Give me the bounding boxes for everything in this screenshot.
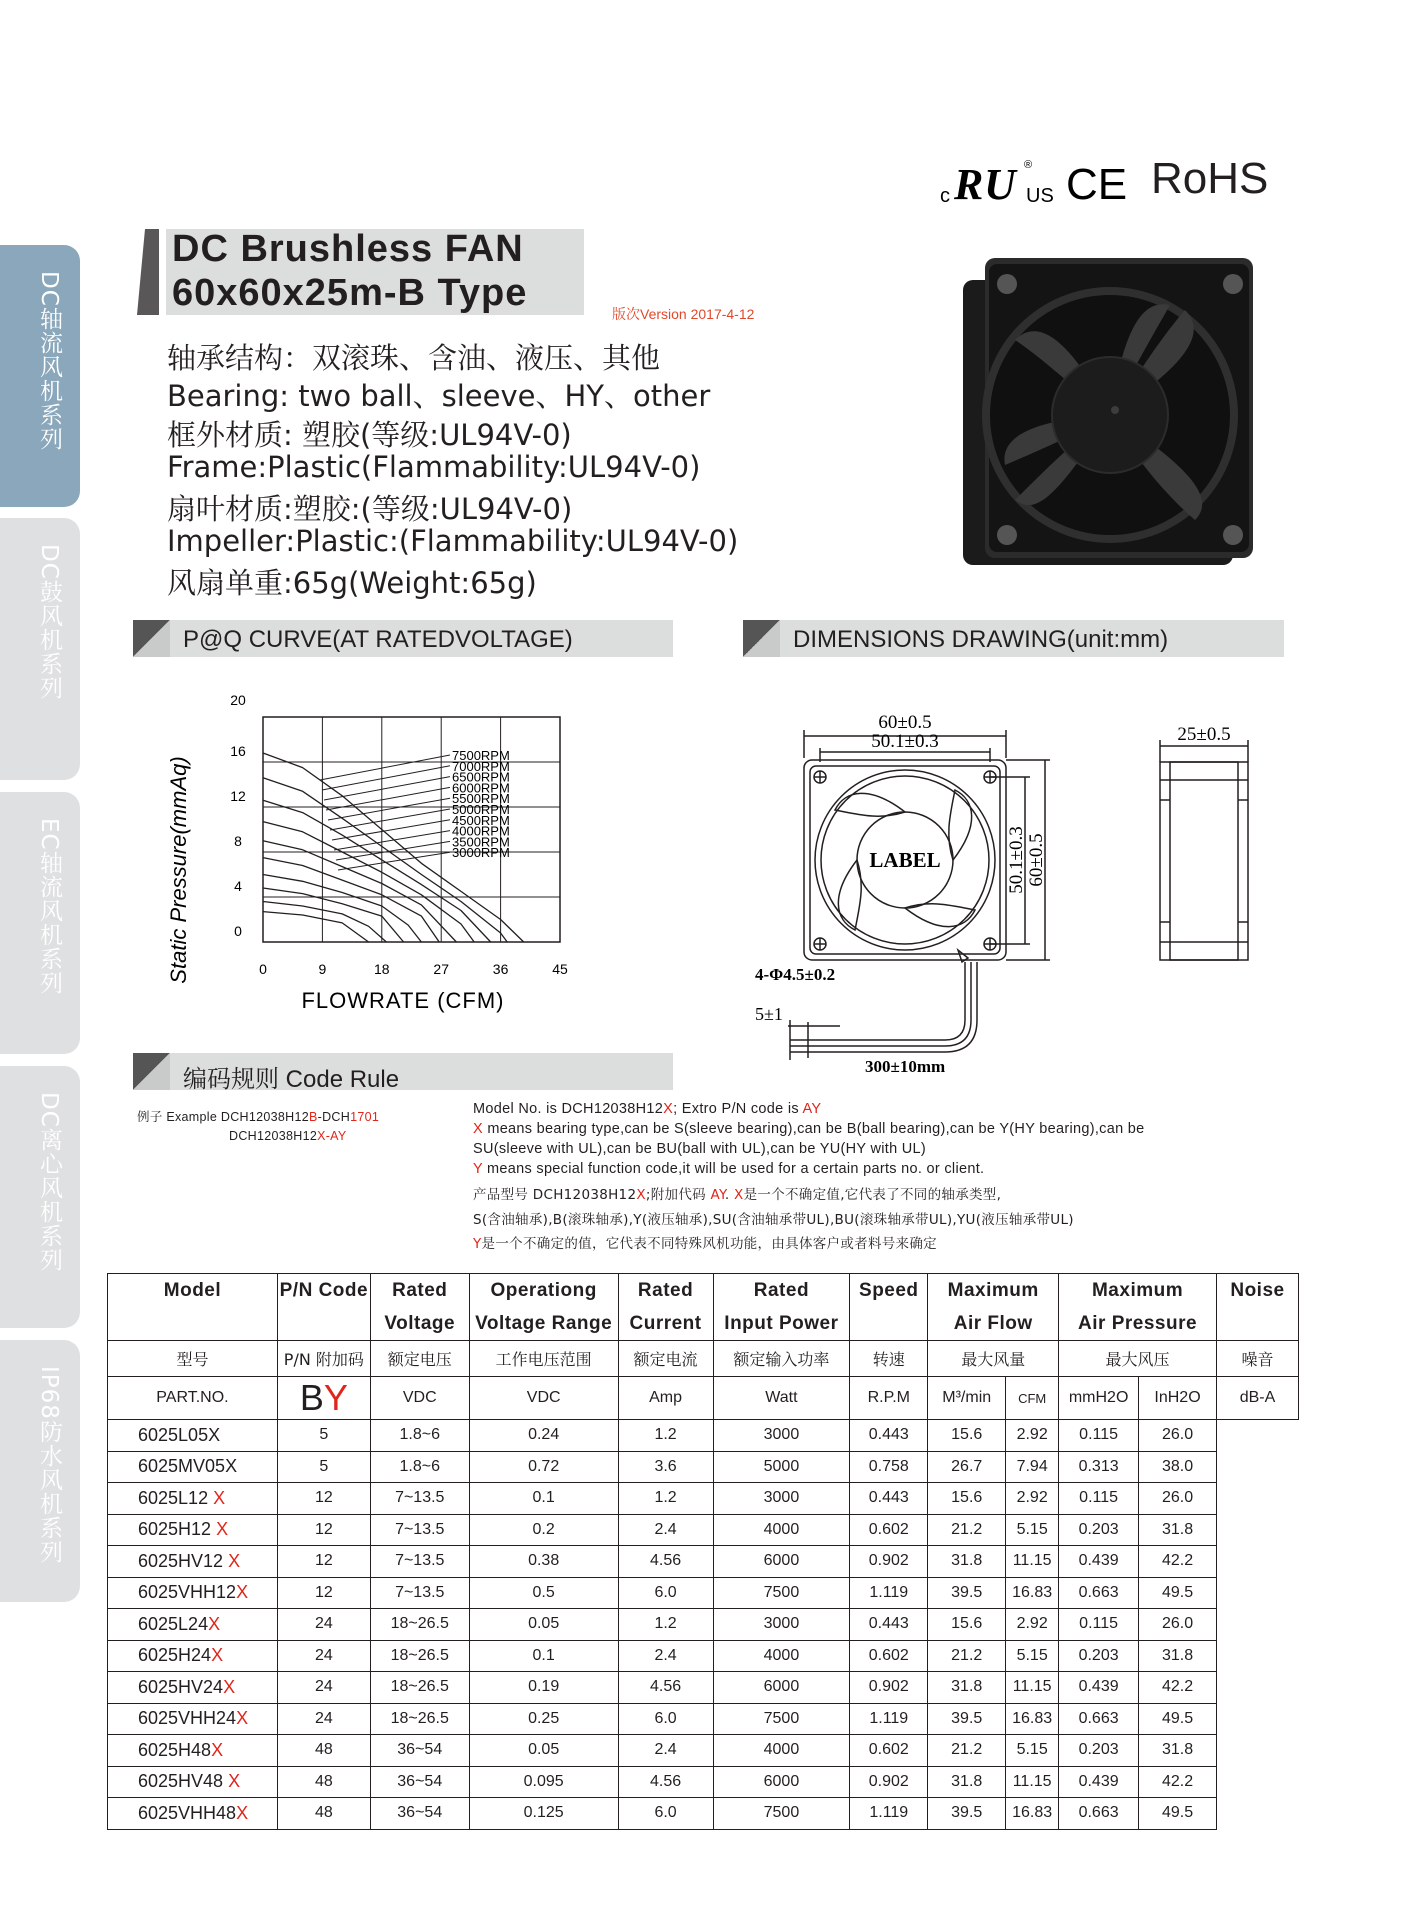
section-dimensions [743, 620, 1284, 657]
legend-label: 3500RPM [452, 834, 510, 850]
svg-text:c: c [940, 185, 950, 207]
y-tick-label: 8 [234, 833, 242, 849]
cell-db: 49.5 [1139, 1703, 1217, 1735]
section-pq-curve [133, 620, 673, 657]
cell-amp: 0.5 [469, 1577, 618, 1609]
cell-cfm: 15.6 [928, 1420, 1006, 1452]
cell-rpm: 4000 [713, 1640, 850, 1672]
model-cell: 6025HV12 X [108, 1546, 278, 1578]
cell-db: 31.8 [1139, 1735, 1217, 1767]
code-rule-line: Y是一个不确定的值，它代表不同特殊风机功能，由具体客户或者料号来确定 [473, 1236, 937, 1252]
cell-cfm: 31.8 [928, 1546, 1006, 1578]
cell-mmh2o: 2.92 [1006, 1609, 1059, 1641]
cell-rpm: 3000 [713, 1483, 850, 1515]
cell-amp: 0.125 [469, 1798, 618, 1830]
spec-table [107, 1273, 1299, 1830]
cell-range: 18~26.5 [370, 1703, 469, 1735]
dim-outer-height: 60±0.5 [1026, 833, 1047, 887]
cell-watt: 2.4 [618, 1735, 713, 1767]
cell-v: 5 [277, 1420, 370, 1452]
cell-db: 31.8 [1139, 1514, 1217, 1546]
chart-grid [263, 717, 560, 942]
model-cell: 6025HV48 X [108, 1766, 278, 1798]
dimensions-drawing [740, 700, 1270, 1080]
cell-watt: 4.56 [618, 1672, 713, 1704]
model-cell: 6025VHH48X [108, 1798, 278, 1830]
cell-rpm: 6000 [713, 1766, 850, 1798]
side-tab-label: IP68防水风机系列 [36, 1366, 62, 1564]
series-line [263, 875, 421, 943]
cell-watt: 3.6 [618, 1451, 713, 1483]
legend-leader [322, 766, 450, 790]
section-code-rule [133, 1053, 673, 1093]
cell-m3: 0.443 [850, 1609, 928, 1641]
side-tab-label: DC离心风机系列 [36, 1092, 62, 1272]
cell-cfm: 26.7 [928, 1451, 1006, 1483]
side-tab-label: DC轴流风机系列 [36, 271, 62, 451]
cell-range: 18~26.5 [370, 1609, 469, 1641]
cell-inh2o: 0.663 [1059, 1703, 1139, 1735]
cell-watt: 6.0 [618, 1798, 713, 1830]
cell-amp: 0.1 [469, 1640, 618, 1672]
side-tab-dc-centrifugal[interactable] [0, 1066, 80, 1328]
cell-v: 24 [277, 1672, 370, 1704]
code-rule-line: SU(sleeve with UL),can be BU(ball with UL),can be YU(HY with UL) [473, 1141, 927, 1157]
cell-range: 7~13.5 [370, 1514, 469, 1546]
dim-lead-strip: 5±1 [755, 1004, 783, 1024]
table-row [108, 1798, 1299, 1830]
model-cell: 6025H12 X [108, 1514, 278, 1546]
table-row [108, 1420, 1299, 1452]
cell-watt: 2.4 [618, 1640, 713, 1672]
product-title-line2: 60x60x25m-B Type [172, 272, 528, 314]
section-title: 编码规则 Code Rule [183, 1066, 400, 1093]
dim-outer-width: 60±0.5 [878, 712, 932, 733]
x-tick-label: 36 [492, 961, 509, 977]
cell-v: 48 [277, 1766, 370, 1798]
model-cell: 6025L12 X [108, 1483, 278, 1515]
spec-line: 轴承结构：双滚珠、含油、液压、其他 [167, 341, 661, 375]
cell-db: 49.5 [1139, 1577, 1217, 1609]
th-input-power: Rated Input Power [713, 1274, 850, 1341]
cell-db: 26.0 [1139, 1483, 1217, 1515]
code-rule-line: Model No. is DCH12038H12X; Extro P/N code is AY [473, 1101, 822, 1117]
cell-amp: 0.24 [469, 1420, 618, 1452]
legend-label: 6000RPM [452, 780, 510, 796]
title-mark [137, 229, 159, 315]
cell-m3: 0.902 [850, 1546, 928, 1578]
y-axis-label: Static Pressure(mmAq) [166, 756, 191, 984]
cell-mmh2o: 5.15 [1006, 1735, 1059, 1767]
table-row [108, 1451, 1299, 1483]
legend-leader [324, 777, 450, 800]
table-row [108, 1514, 1299, 1546]
cell-range: 18~26.5 [370, 1672, 469, 1704]
dim-thickness: 25±0.5 [1177, 724, 1231, 745]
cell-inh2o: 0.313 [1059, 1451, 1139, 1483]
section-title: DIMENSIONS DRAWING(unit:mm) [793, 626, 1169, 653]
cell-rpm: 3000 [713, 1420, 850, 1452]
cell-cfm: 31.8 [928, 1766, 1006, 1798]
cell-db: 42.2 [1139, 1546, 1217, 1578]
spec-line: 框外材质: 塑胶(等级:UL94V-0) [167, 418, 572, 452]
cell-watt: 6.0 [618, 1577, 713, 1609]
series-line [263, 822, 474, 942]
cell-range: 36~54 [370, 1766, 469, 1798]
y-ticks [230, 692, 246, 939]
dim-label: LABEL [869, 848, 941, 872]
model-cell: 6025HV24X [108, 1672, 278, 1704]
cn-header-row: 型号 P/N 附加码 额定电压 工作电压范围 额定电流 额定输入功率 转速 最大风量 最大风压 噪音 [108, 1341, 1299, 1377]
table-row [108, 1766, 1299, 1798]
side-tab-dc-blower[interactable] [0, 518, 80, 780]
legend-label: 4500RPM [452, 812, 510, 828]
cell-cfm: 15.6 [928, 1609, 1006, 1641]
dim-holes: 4-Φ4.5±0.2 [755, 965, 836, 984]
spec-line: 风扇单重:65g(Weight:65g) [167, 566, 537, 600]
legend-label: 5500RPM [452, 791, 510, 807]
cell-amp: 0.38 [469, 1546, 618, 1578]
spec-line: Bearing: two ball、sleeve、HY、other [167, 379, 711, 413]
cell-db: 26.0 [1139, 1609, 1217, 1641]
model-cell: 6025MV05X [108, 1451, 278, 1483]
model-cell: 6025VHH12X [108, 1577, 278, 1609]
table-row [108, 1609, 1299, 1641]
legend-label: 7500RPM [452, 748, 510, 763]
cell-m3: 0.602 [850, 1640, 928, 1672]
cell-watt: 2.4 [618, 1514, 713, 1546]
cell-inh2o: 0.115 [1059, 1609, 1139, 1641]
cell-inh2o: 0.115 [1059, 1483, 1139, 1515]
version-text: 版次Version 2017-4-12 [612, 306, 755, 322]
cell-v: 24 [277, 1703, 370, 1735]
cell-watt: 4.56 [618, 1546, 713, 1578]
cell-m3: 0.443 [850, 1420, 928, 1452]
th-pn-code: P/N Code [277, 1274, 370, 1341]
fan-photo [945, 250, 1255, 580]
cell-mmh2o: 11.15 [1006, 1766, 1059, 1798]
cell-m3: 1.119 [850, 1577, 928, 1609]
y-tick-label: 4 [234, 878, 242, 894]
table-row [108, 1703, 1299, 1735]
code-rule-line: S(含油轴承),B(滚珠轴承),Y(液压轴承),SU(含油轴承带UL),BU(滚珠轴承带UL),YU(液压轴承带UL) [473, 1212, 1074, 1228]
cell-mmh2o: 11.15 [1006, 1672, 1059, 1704]
cell-inh2o: 0.663 [1059, 1798, 1139, 1830]
x-axis-label: FLOWRATE (CFM) [301, 988, 505, 1013]
cell-rpm: 4000 [713, 1514, 850, 1546]
cell-watt: 1.2 [618, 1609, 713, 1641]
cell-m3: 0.758 [850, 1451, 928, 1483]
cell-watt: 6.0 [618, 1703, 713, 1735]
spec-line: Frame:Plastic(Flammability:UL94V-0) [167, 450, 701, 484]
side-tab-label: EC轴流风机系列 [36, 818, 62, 995]
model-cell: 6025L05X [108, 1420, 278, 1452]
svg-text:R: R [954, 160, 984, 209]
cell-watt: 1.2 [618, 1483, 713, 1515]
legend-leader [330, 809, 450, 830]
cell-range: 36~54 [370, 1735, 469, 1767]
cell-cfm: 39.5 [928, 1798, 1006, 1830]
model-cell: 6025VHH24X [108, 1703, 278, 1735]
cell-amp: 0.05 [469, 1609, 618, 1641]
cell-inh2o: 0.203 [1059, 1735, 1139, 1767]
cell-mmh2o: 11.15 [1006, 1546, 1059, 1578]
cell-mmh2o: 2.92 [1006, 1420, 1059, 1452]
code-rule-line: Y means special function code,it will be used for a certain parts no. or client. [473, 1161, 985, 1177]
cell-inh2o: 0.203 [1059, 1514, 1139, 1546]
pn-code-cell: BY [277, 1377, 370, 1420]
spec-line: Impeller:Plastic:(Flammability:UL94V-0) [167, 524, 739, 558]
th-noise: Noise [1216, 1274, 1298, 1341]
cell-amp: 0.25 [469, 1703, 618, 1735]
series-line [263, 902, 386, 943]
model-cell: 6025H48X [108, 1735, 278, 1767]
cell-inh2o: 0.203 [1059, 1640, 1139, 1672]
cell-range: 7~13.5 [370, 1577, 469, 1609]
code-rule-line: 产品型号 DCH12038H12X;附加代码 AY. X是一个不确定值,它代表了不同的轴承类型, [473, 1187, 1002, 1203]
cell-db: 42.2 [1139, 1672, 1217, 1704]
cell-rpm: 3000 [713, 1609, 850, 1641]
cell-mmh2o: 2.92 [1006, 1483, 1059, 1515]
cell-watt: 1.2 [618, 1420, 713, 1452]
cell-inh2o: 0.439 [1059, 1672, 1139, 1704]
cell-rpm: 7500 [713, 1798, 850, 1830]
series-line [263, 912, 369, 942]
x-tick-label: 45 [552, 961, 568, 977]
th-air-pressure: Maximum Air Pressure [1059, 1274, 1217, 1341]
cell-m3: 0.902 [850, 1672, 928, 1704]
cell-db: 26.0 [1139, 1420, 1217, 1452]
cell-v: 48 [277, 1735, 370, 1767]
cell-amp: 0.1 [469, 1483, 618, 1515]
svg-text:®: ® [1024, 159, 1033, 171]
legend-leader [328, 798, 450, 820]
cell-rpm: 6000 [713, 1546, 850, 1578]
side-tab-ip68[interactable] [0, 1340, 80, 1602]
header-row [108, 1274, 1299, 1341]
cell-rpm: 4000 [713, 1735, 850, 1767]
cell-v: 12 [277, 1483, 370, 1515]
th-model: Model [108, 1274, 278, 1341]
cell-rpm: 6000 [713, 1672, 850, 1704]
dim-hole-height: 50.1±0.3 [1006, 826, 1027, 894]
cell-db: 31.8 [1139, 1640, 1217, 1672]
y-tick-label: 12 [230, 788, 246, 804]
cell-v: 5 [277, 1451, 370, 1483]
cell-v: 12 [277, 1514, 370, 1546]
cell-range: 7~13.5 [370, 1483, 469, 1515]
certification-logos [938, 152, 1269, 212]
cell-db: 42.2 [1139, 1766, 1217, 1798]
cell-cfm: 31.8 [928, 1672, 1006, 1704]
product-title-line1: DC Brushless FAN [172, 228, 524, 270]
x-tick-label: 0 [259, 961, 267, 977]
cell-mmh2o: 16.83 [1006, 1798, 1059, 1830]
cell-amp: 0.05 [469, 1735, 618, 1767]
th-rated-current: Rated Current [618, 1274, 713, 1341]
code-rule-line: X means bearing type,can be S(sleeve bearing),can be B(ball bearing),can be Y(HY bearing),can be [473, 1121, 1145, 1137]
legend-leader [336, 841, 450, 860]
cell-mmh2o: 5.15 [1006, 1640, 1059, 1672]
cell-m3: 0.602 [850, 1514, 928, 1546]
rohs-text: RoHS [1151, 154, 1269, 203]
svg-text:CE: CE [1066, 160, 1128, 209]
cell-cfm: 21.2 [928, 1735, 1006, 1767]
cell-m3: 1.119 [850, 1798, 928, 1830]
cell-range: 36~54 [370, 1798, 469, 1830]
cell-range: 1.8~6 [370, 1420, 469, 1452]
cell-v: 12 [277, 1577, 370, 1609]
model-cell: 6025H24X [108, 1640, 278, 1672]
cell-watt: 4.56 [618, 1766, 713, 1798]
x-ticks [259, 961, 568, 977]
y-tick-label: 0 [234, 923, 242, 939]
cell-mmh2o: 7.94 [1006, 1451, 1059, 1483]
cell-amp: 0.19 [469, 1672, 618, 1704]
y-tick-label: 20 [230, 692, 246, 708]
cell-rpm: 7500 [713, 1577, 850, 1609]
cell-range: 18~26.5 [370, 1640, 469, 1672]
dim-lead-length: 300±10mm [865, 1057, 946, 1076]
model-cell: 6025L24X [108, 1609, 278, 1641]
cell-mmh2o: 16.83 [1006, 1577, 1059, 1609]
plot-frame [263, 717, 560, 942]
cell-amp: 0.2 [469, 1514, 618, 1546]
cell-cfm: 15.6 [928, 1483, 1006, 1515]
spec-line: 扇叶材质:塑胶:(等级:UL94V-0) [167, 492, 573, 526]
code-example-2: DCH12038H12X-AY [229, 1129, 347, 1143]
cell-db: 49.5 [1139, 1798, 1217, 1830]
code-example-1: 例子 Example DCH12038H12B-DCH1701 [137, 1110, 380, 1124]
cell-inh2o: 0.115 [1059, 1420, 1139, 1452]
x-tick-label: 27 [433, 961, 449, 977]
svg-text:US: US [1026, 185, 1054, 207]
cell-range: 1.8~6 [370, 1451, 469, 1483]
section-title: P@Q CURVE(AT RATEDVOLTAGE) [183, 626, 573, 653]
th-air-flow: Maximum Air Flow [928, 1274, 1059, 1341]
cell-v: 48 [277, 1798, 370, 1830]
table-row [108, 1577, 1299, 1609]
table-row [108, 1735, 1299, 1767]
side-tab-dc-axial[interactable] [0, 245, 80, 507]
legend-label: 6500RPM [452, 769, 510, 785]
x-tick-label: 9 [318, 961, 327, 977]
table-row [108, 1483, 1299, 1515]
cell-cfm: 21.2 [928, 1514, 1006, 1546]
legend-label: 5000RPM [452, 802, 510, 817]
table-row [108, 1546, 1299, 1578]
cell-amp: 0.095 [469, 1766, 618, 1798]
legend-label: 4000RPM [452, 823, 510, 839]
svg-text:U: U [984, 160, 1016, 209]
cell-m3: 0.902 [850, 1766, 928, 1798]
legend-leader [320, 755, 450, 780]
cell-m3: 0.602 [850, 1735, 928, 1767]
dim-hole-spacing: 50.1±0.3 [871, 731, 939, 752]
legend-label: 3000RPM [452, 845, 510, 861]
cell-inh2o: 0.439 [1059, 1766, 1139, 1798]
cell-amp: 0.72 [469, 1451, 618, 1483]
cell-mmh2o: 16.83 [1006, 1703, 1059, 1735]
cell-rpm: 5000 [713, 1451, 850, 1483]
cell-cfm: 39.5 [928, 1577, 1006, 1609]
side-tab-label: DC鼓风机系列 [36, 544, 62, 700]
cell-v: 24 [277, 1609, 370, 1641]
legend-label: 7000RPM [452, 758, 510, 774]
series-line [263, 888, 404, 942]
th-voltage-range: Operationg Voltage Range [469, 1274, 618, 1341]
cell-db: 38.0 [1139, 1451, 1217, 1483]
x-tick-label: 18 [374, 961, 390, 977]
th-rated-voltage: Rated Voltage [370, 1274, 469, 1341]
cell-mmh2o: 5.15 [1006, 1514, 1059, 1546]
th-speed: Speed [850, 1274, 928, 1341]
cell-cfm: 21.2 [928, 1640, 1006, 1672]
cell-inh2o: 0.663 [1059, 1577, 1139, 1609]
side-tab-ec-axial[interactable] [0, 792, 80, 1054]
unit-row: PART.NO. BY VDC VDC Amp Watt R.P.M M³/min CFM mmH2O InH2O dB-A [108, 1377, 1299, 1420]
cell-m3: 0.443 [850, 1483, 928, 1515]
cell-m3: 1.119 [850, 1703, 928, 1735]
cell-v: 24 [277, 1640, 370, 1672]
cell-range: 7~13.5 [370, 1546, 469, 1578]
pq-curve-chart [160, 680, 600, 1025]
cell-rpm: 7500 [713, 1703, 850, 1735]
y-tick-label: 16 [230, 743, 246, 759]
cell-v: 12 [277, 1546, 370, 1578]
cell-cfm: 39.5 [928, 1703, 1006, 1735]
table-row [108, 1672, 1299, 1704]
cell-inh2o: 0.439 [1059, 1546, 1139, 1578]
table-row [108, 1640, 1299, 1672]
